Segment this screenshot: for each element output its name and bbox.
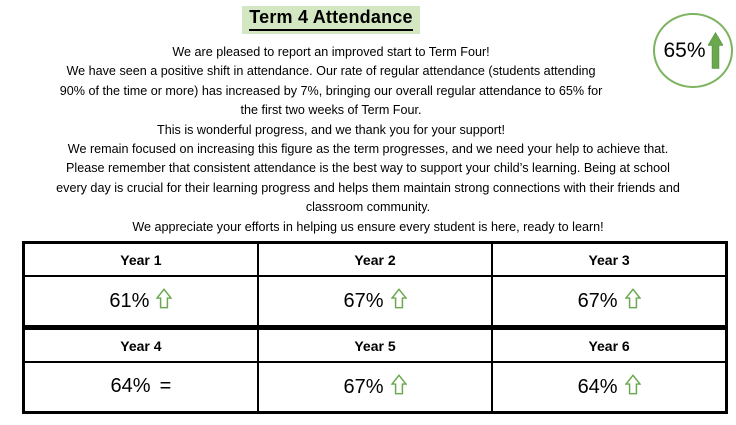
table-header-row xyxy=(24,243,727,277)
title-highlight xyxy=(242,6,419,34)
attendance-table-body xyxy=(24,243,727,413)
trend-up-solid-icon xyxy=(708,32,723,69)
trend-up-icon xyxy=(391,288,407,309)
attendance-percentage: 67% xyxy=(343,290,384,313)
text-line: 90% of the time or more) has increased by 7%, bringing our overall regular attendance to 65% for xyxy=(59,83,603,98)
year-header-cell: Year 4 xyxy=(24,328,258,363)
trend-up-icon xyxy=(391,374,407,395)
attendance-percentage: 61% xyxy=(109,290,150,313)
attendance-value-cell xyxy=(492,276,726,328)
trend-up-icon xyxy=(625,374,641,395)
attendance-percentage: 64% xyxy=(577,376,618,399)
attendance-value-cell xyxy=(258,276,492,328)
text-line: We appreciate your efforts in helping us ensure every student is here, ready to learn! xyxy=(132,219,604,234)
text-line: This is wonderful progress, and we thank you for your support! xyxy=(157,122,505,137)
attendance-percentage: 64% xyxy=(110,375,151,398)
attendance-percentage: 67% xyxy=(577,290,618,313)
text-line: the first two weeks of Term Four. xyxy=(240,103,422,118)
year-header-cell: Year 1 xyxy=(24,243,258,277)
text-line: We are pleased to report an improved start to Term Four! xyxy=(172,45,490,59)
table-value-row xyxy=(24,276,727,328)
attendance-value-cell xyxy=(24,276,258,328)
title-section xyxy=(0,0,662,34)
table-value-row xyxy=(24,362,727,413)
attendance-value-cell xyxy=(492,362,726,413)
text-line: every day is crucial for their learning progress and helps them maintain strong connections with their friends and xyxy=(56,180,680,195)
intro-paragraph xyxy=(0,43,662,140)
year-header-cell: Year 2 xyxy=(258,243,492,277)
text-line: We remain focused on increasing this figure as the term progresses, and we need your help to achieve that. xyxy=(67,142,669,157)
attendance-percentage: 67% xyxy=(343,376,384,399)
body-paragraph xyxy=(0,140,736,237)
year-header-cell: Year 3 xyxy=(492,243,726,277)
trend-up-icon xyxy=(625,288,641,309)
badge-value: 65% xyxy=(663,38,706,62)
table-header-row xyxy=(24,328,727,363)
attendance-table xyxy=(22,241,728,414)
trend-up-icon xyxy=(156,288,172,309)
attendance-value-cell xyxy=(258,362,492,413)
text-line: We have seen a positive shift in attendance. Our rate of regular attendance (students attending xyxy=(66,64,596,79)
year-header-cell: Year 6 xyxy=(492,328,726,363)
text-line: Please remember that consistent attendance is the best way to support your child’s learning. Being at school xyxy=(66,161,670,176)
page-title: Term 4 Attendance xyxy=(249,7,412,31)
trend-equal-symbol: = xyxy=(159,375,172,398)
year-header-cell: Year 5 xyxy=(258,328,492,363)
overall-attendance-badge xyxy=(653,13,733,88)
attendance-value-cell xyxy=(24,362,258,413)
text-line: classroom community. xyxy=(305,200,431,215)
